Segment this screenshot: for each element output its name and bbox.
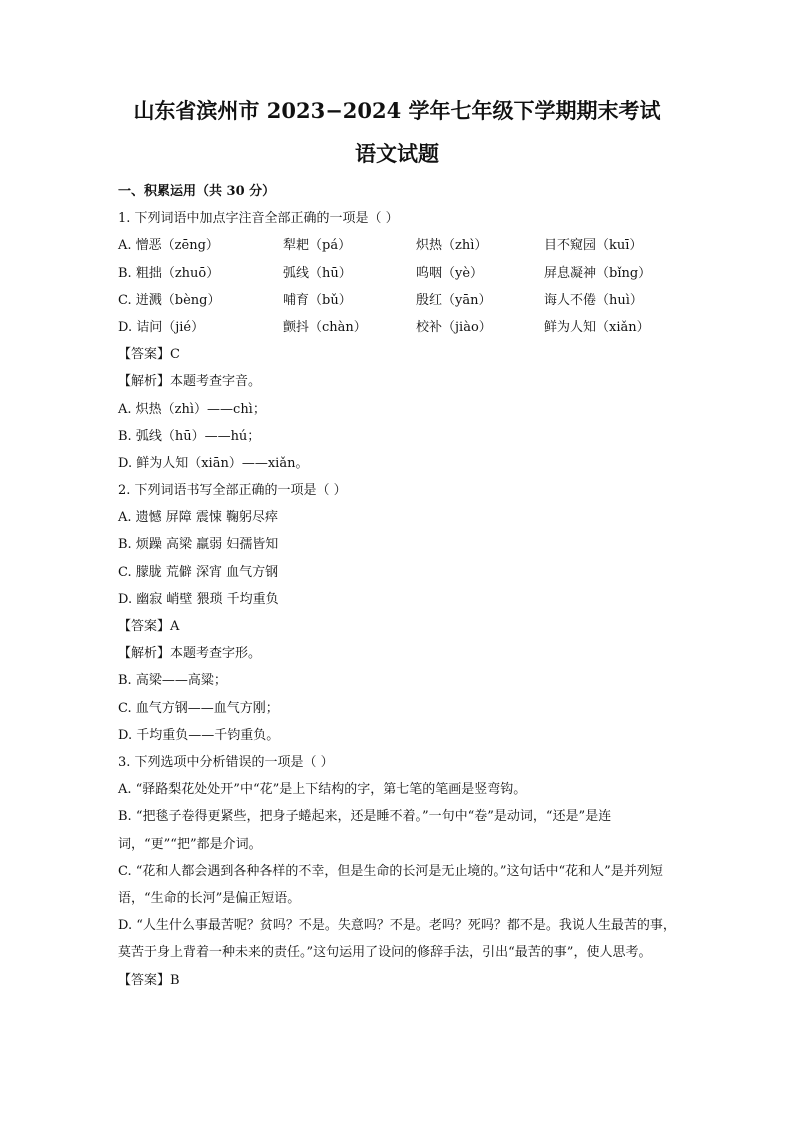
question-3-option-a: A. “驿路梨花处处开”中“花”是上下结构的字，第七笔的笔画是竖弯钩。 bbox=[118, 782, 527, 798]
question-2-option-d: D. 幽寂 峭壁 猥琐 千均重负 bbox=[118, 591, 279, 607]
question-3-option-d: D. “人生什么事最苦呢？贫吗？不是。失意吗？不是。老吗？死吗？都不是。我说人生最苦的事，莫苦于身上背着一种未来的责任。”这句运用了设问的修辞手法，引出“最苦的事”，使人思考。 bbox=[118, 918, 676, 961]
option-word: 炽热（zhì） bbox=[416, 238, 488, 254]
option-word: 犁耙（pá） bbox=[283, 238, 352, 254]
option-word: C. 迸溅（bèng） bbox=[118, 292, 221, 308]
question-1-note: A. 炽热（zhì）——chì； bbox=[118, 401, 266, 417]
question-1-analysis: 【解析】本题考查字音。 bbox=[118, 374, 262, 390]
question-3-option-c: C. “花和人都会遇到各种各样的不幸，但是生命的长河是无止境的。”这句话中“花和人”是并列短语，“生命的长河”是偏正短语。 bbox=[118, 863, 663, 906]
question-1-option-b bbox=[118, 260, 684, 287]
question-1-note: D. 鲜为人知（xiān）——xiǎn。 bbox=[118, 455, 309, 471]
option-word: 校补（jiào） bbox=[416, 319, 492, 335]
option-word: 鲜为人知（xiǎn） bbox=[544, 319, 650, 335]
question-1-option-a bbox=[118, 232, 684, 259]
question-2-note: C. 血气方钢——血气方刚； bbox=[118, 700, 279, 716]
question-2-analysis: 【解析】本题考查字形。 bbox=[118, 646, 262, 662]
question-3-option-b: B. “把毯子卷得更紧些，把身子蜷起来，还是睡不着。”一句中“卷”是动词，“还是”是连词，“更”“把”都是介词。 bbox=[118, 809, 612, 852]
question-2-stem: 2. 下列词语书写全部正确的一项是（ ） bbox=[118, 483, 347, 499]
question-3-answer: 【答案】B bbox=[118, 972, 180, 988]
option-word: 颤抖（chàn） bbox=[283, 319, 367, 335]
option-word: 殷红（yān） bbox=[416, 292, 492, 308]
question-1-stem: 1. 下列词语中加点字注音全部正确的一项是（ ） bbox=[118, 211, 399, 227]
question-3-stem: 3. 下列选项中分析错误的一项是（ ） bbox=[118, 754, 334, 770]
document-body bbox=[118, 178, 684, 994]
page-title: 山东省滨州市 2023−2024 学年七年级下学期期末考试 bbox=[133, 98, 661, 123]
option-word: 哺育（bǔ） bbox=[283, 292, 352, 308]
page-subtitle: 语文试题 bbox=[355, 141, 439, 166]
question-1-note: B. 弧线（hū）——hú； bbox=[118, 428, 261, 444]
question-1-option-c bbox=[118, 287, 684, 314]
option-word: 屏息凝神（bǐng） bbox=[544, 265, 652, 281]
option-word: 目不窥园（kuī） bbox=[544, 238, 643, 254]
option-word: 弧线（hū） bbox=[283, 265, 352, 281]
option-word: A. 憎恶（zēng） bbox=[118, 238, 219, 254]
question-2-option-b: B. 烦躁 高梁 羸弱 妇孺皆知 bbox=[118, 537, 279, 553]
question-2-note: D. 千均重负——千钧重负。 bbox=[118, 727, 280, 743]
section-heading: 一、积累运用（共 30 分） bbox=[118, 184, 276, 199]
option-word: 诲人不倦（huì） bbox=[544, 292, 643, 308]
option-word: 呜咽（yè） bbox=[416, 265, 484, 281]
question-2-answer: 【答案】A bbox=[118, 619, 180, 634]
option-word: B. 粗拙（zhuō） bbox=[118, 265, 220, 281]
question-2-option-c: C. 朦胧 荒僻 深宵 血气方钢 bbox=[118, 564, 279, 580]
question-2-option-a: A. 遗憾 屏障 震悚 鞠躬尽瘁 bbox=[118, 510, 279, 526]
question-1-option-d bbox=[118, 314, 684, 341]
question-2-note: B. 高梁——高粱； bbox=[118, 673, 227, 689]
option-word: D. 诘问（jié） bbox=[118, 319, 205, 335]
question-1-answer: 【答案】C bbox=[118, 347, 180, 363]
